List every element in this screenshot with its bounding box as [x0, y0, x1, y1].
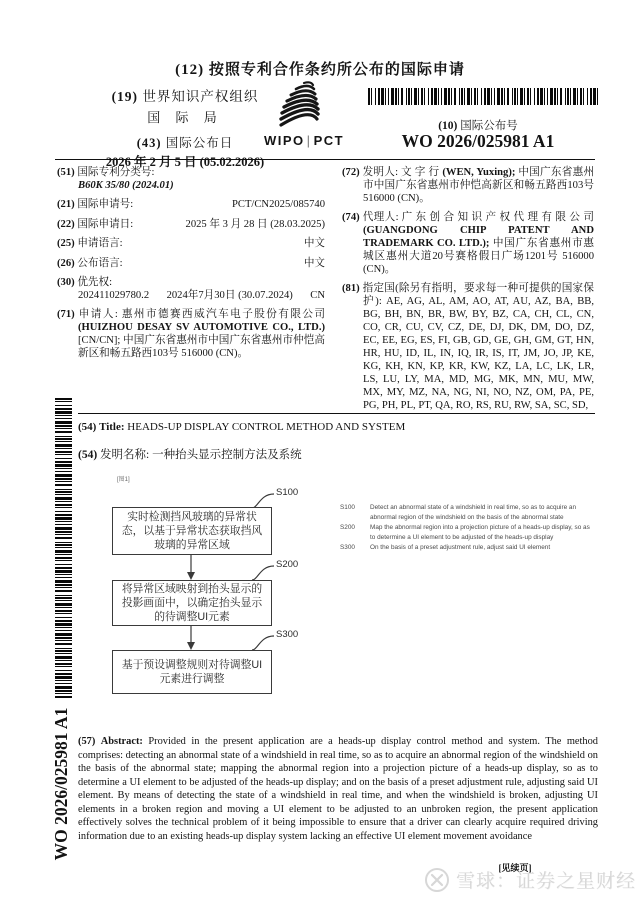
- org-bureau: 国 际 局: [147, 110, 223, 125]
- priority-date: 2024年7月30日 (30.07.2024): [166, 289, 293, 301]
- field-72-inventor: (72) 发明人: 文 字 行 (WEN, Yuxing); 中国广东省惠州市中国广东省惠州市仲恺高新区和畅五路西103号 516000 (CN)。: [342, 167, 595, 204]
- field-71-applicant: (71) 申请人: 惠州市德赛西威汽车电子股份有限公司(HUIZHOU DESAY SV AUTOMOTIVE CO., LTD.) [CN/CN]; 中国广东省惠州市中国广东省惠州市仲恺高新区和畅五路西103号 516000 (CN)。: [57, 309, 325, 360]
- publication-number-label: (10) 国际公布号: [438, 120, 518, 132]
- title-divider: [78, 413, 595, 414]
- ipc-class: B60K 35/80 (2024.01): [78, 179, 174, 191]
- flowchart-step-2: 将异常区域映射到抬头显示的投影画面中，以确定抬头显示的待调整UI元素: [112, 580, 272, 626]
- watermark-text: 雪球：证券之星财经: [456, 871, 637, 892]
- legend-row-s300: S300 On the basis of a preset adjustment rule, adjust said UI element: [340, 544, 551, 552]
- step-label-s200: S200: [276, 559, 299, 570]
- publication-number: WO 2026/025981 A1: [401, 131, 555, 151]
- watermark: [424, 866, 636, 893]
- applicant-name-en: (HUIZHOU DESAY SV AUTOMOTIVE CO., LTD.): [78, 322, 325, 334]
- agent-name-en: (GUANGDONG CHIP PATENT AND TRADEMARK CO. LTD.);: [363, 225, 594, 250]
- inid-12: (12): [175, 62, 205, 78]
- field-74-agent: (74) 代理人: 广 东 创 合 知 识 产 权 代 理 有 限 公 司 (GUANGDONG CHIP PATENT AND TRADEMARK CO. LTD.); 中国广东省惠州市惠城区惠州大道20号赛格假日广场1201号 516000 (CN)。: [342, 212, 595, 275]
- title-chinese-text: 一种抬头显示控制方法及系统: [152, 449, 302, 461]
- snowball-logo-icon: [424, 867, 450, 893]
- publication-date: 2026 年 2 月 5 日 (05.02.2026): [105, 155, 265, 169]
- agent-name: 广 东 创 合 知 识 产 权 代 理 有 限 公 司: [401, 212, 594, 224]
- org-name: (19) 世界知识产权组织: [111, 89, 259, 104]
- step-label-s300: S300: [276, 629, 299, 640]
- flowchart-step-3: 基于预设调整规则对待调整UI元素进行调整: [112, 650, 272, 694]
- filing-language: 中文: [303, 238, 325, 250]
- filing-date: 2025 年 3 月 28 日 (28.03.2025): [185, 218, 325, 230]
- field-25: (25) 申请语言: 中文: [57, 238, 325, 250]
- title-chinese: (54) 发明名称: 一种抬头显示控制方法及系统: [78, 449, 302, 461]
- vertical-publication-number: WO 2026/025981 A1: [51, 707, 71, 861]
- inventor-address: 中国广东省惠州市中国广东省惠州市仲恺高新区和畅五路西103号 516000 (CN)。: [363, 167, 595, 204]
- document-type-heading: (12) 按照专利合作条约所公布的国际申请: [175, 62, 465, 78]
- wipo-globe-logo-icon: [271, 80, 329, 132]
- biblio-left-column: [57, 167, 325, 368]
- issuing-organization-block: [100, 85, 270, 170]
- title-english-text: HEADS-UP DISPLAY CONTROL METHOD AND SYSTEM: [127, 421, 406, 433]
- title-english: (54) Title: HEADS-UP DISPLAY CONTROL METHOD AND SYSTEM: [78, 421, 406, 433]
- header-divider: [55, 159, 595, 160]
- designated-states-list: AE, AG, AL, AM, AO, AT, AU, AZ, BA, BB, BG, BH, BN, BR, BW, BY, BZ, CA, CH, CL, CN, CO, CR, CU, CV, CZ, DE, DJ, DK, DM, DO, DZ, EC, EE, EG, ES, FI, GB, GD, GE, GH, GM, GT, HN, HR, HU, ID, IL, IN, IQ, IR, IS, IT, JM, JO, JP, KE, KG, KH, KN, KP, KR, KW, KZ, LA, LC, LK, LR, LS, LU, LY, MA, MD, MG, MK, MN, MU, MW, MX, MY, MZ, NA, NG, NI, NO, NZ, OM, PA, PE, PG, PH, PL, PT, QA, RO, RS, RU, RW, SA, SC, SD,: [363, 296, 594, 411]
- wipo-pct-wordmark: WIPO | PCT: [264, 133, 345, 148]
- applicant-name: 惠州市德赛西威汽车电子股份有限公司: [121, 309, 325, 321]
- figure-label: [图1]: [117, 477, 130, 483]
- priority-country: CN: [310, 289, 325, 301]
- step-label-s100: S100: [276, 487, 299, 498]
- publication-date-label: (43) 国际公布日: [136, 136, 234, 150]
- barcode-icon: [55, 398, 72, 698]
- flowchart-legend: [340, 503, 590, 554]
- field-81-designated-states: (81) 指定国(除另有指明，要求每一种可提供的国家保护): AE, AG, AL, AM, AO, AT, AU, AZ, BA, BB, BG, BH, BN, BR, BW, BY, BZ, CA, CH, CL, CN, CO, CR, CU, CV, CZ, DE, DJ, DK, DM, DO, DZ, EC, EE, EG, ES, FI, GB, GD, GE, GH, GM, GT, HN, HR, HU, ID, IL, IN, IQ, IR, IS, IT, JM, JO, JP, KE, KG, KH, KN, KP, KR, KW, KZ, LA, LC, LK, LR, LS, LU, LY, MA, MD, MG, MK, MN, MU, MW, MX, MY, MZ, NA, NG, NI, NO, NZ, OM, PA, PE, PG, PH, PL, PT, QA, RO, RS, RU, RW, SA, SC, SD,: [342, 283, 595, 411]
- abstract-text: Provided in the present application are a heads-up display control method and system. The method comprises: detecting an abnormal state of a windshield in real time, so as to acquire an abnormal region of the windshield on the basis of the abnormal state; mapping the abnormal region into a projection picture of a heads-up display, so as to determine a UI element to be adjusted of the heads-up display; and on the basis of a preset adjustment rule, adjusting said UI element. By means of detecting the state of a windshield in real time, and when the windshield is broken, adjusting UI elements in a broken region and moving a UI element to be adjusted to an unbroken region, the present application effectively solves the technical problem of it being impossible to ensure that a driver can clearly acquire required driving information due to an existing heads-up display system lacking an effective UI element movement avoidance: [78, 736, 598, 842]
- field-26: (26) 公布语言: 中文: [57, 257, 325, 269]
- wipo-pct-logo: [264, 80, 345, 148]
- inventor-name-en: (WEN, Yuxing);: [442, 167, 516, 178]
- field-51: (51) 国际专利分类号: B60K 35/80 (2024.01): [57, 167, 325, 193]
- flowchart-step-1: 实时检测挡风玻璃的异常状态，以基于异常状态获取挡风玻璃的异常区域: [112, 507, 272, 555]
- field-30: (30) 优先权: 202411029780.2 2024年7月30日 (30.07.2024) CN: [57, 277, 325, 301]
- applicant-address: [CN/CN]; 中国广东省惠州市中国广东省惠州市仲恺高新区和畅五路西103号 516000 (CN)。: [78, 335, 325, 360]
- application-number: PCT/CN2025/085740: [231, 199, 325, 211]
- divider: |: [306, 133, 312, 148]
- priority-number: 202411029780.2: [78, 289, 150, 301]
- publication-language: 中文: [303, 257, 325, 269]
- agent-address: 中国广东省惠州市惠城区惠州大道20号赛格假日广场1201号 516000 (CN)。: [363, 238, 595, 275]
- legend-row-s100: S100 Detect an abnormal state of a windshield in real time, so as to acquire an abnormal region of the windshield on the basis of the abnormal state: [340, 504, 577, 521]
- inventor-name: 文 字 行: [401, 167, 440, 178]
- biblio-right-column: [342, 167, 594, 419]
- abstract: (57) Abstract: Provided in the present application are a heads-up display control method and system. The method comprises: detecting an abnormal state of a windshield in real time, so as to acquire an abnormal region of the windshield on the basis of the abnormal state; mapping the abnormal region into a projection picture of a heads-up display, so as to determine a UI element to be adjusted of the heads-up display; and on the basis of a preset adjustment rule, adjusting said UI element. By means of detecting the state of a windshield in real time, and when the windshield is broken, adjusting UI elements in a broken region and moving a UI element to be adjusted to an unbroken region, the present application effectively solves the technical problem of it being impossible to ensure that a driver can clearly acquire required driving information due to an existing heads-up display system lacking an effective UI element movement avoidance: [78, 736, 598, 842]
- field-22: (22) 国际申请日: 2025 年 3 月 28 日 (28.03.2025): [57, 218, 325, 230]
- legend-row-s200: S200 Map the abnormal region into a projection picture of a heads-up display, so as to determine a UI element to be adjusted of the heads-up display: [340, 524, 590, 541]
- field-21: (21) 国际申请号: PCT/CN2025/085740: [57, 199, 325, 211]
- barcode-icon: [368, 88, 600, 105]
- continued-note: [见续页]: [498, 863, 532, 873]
